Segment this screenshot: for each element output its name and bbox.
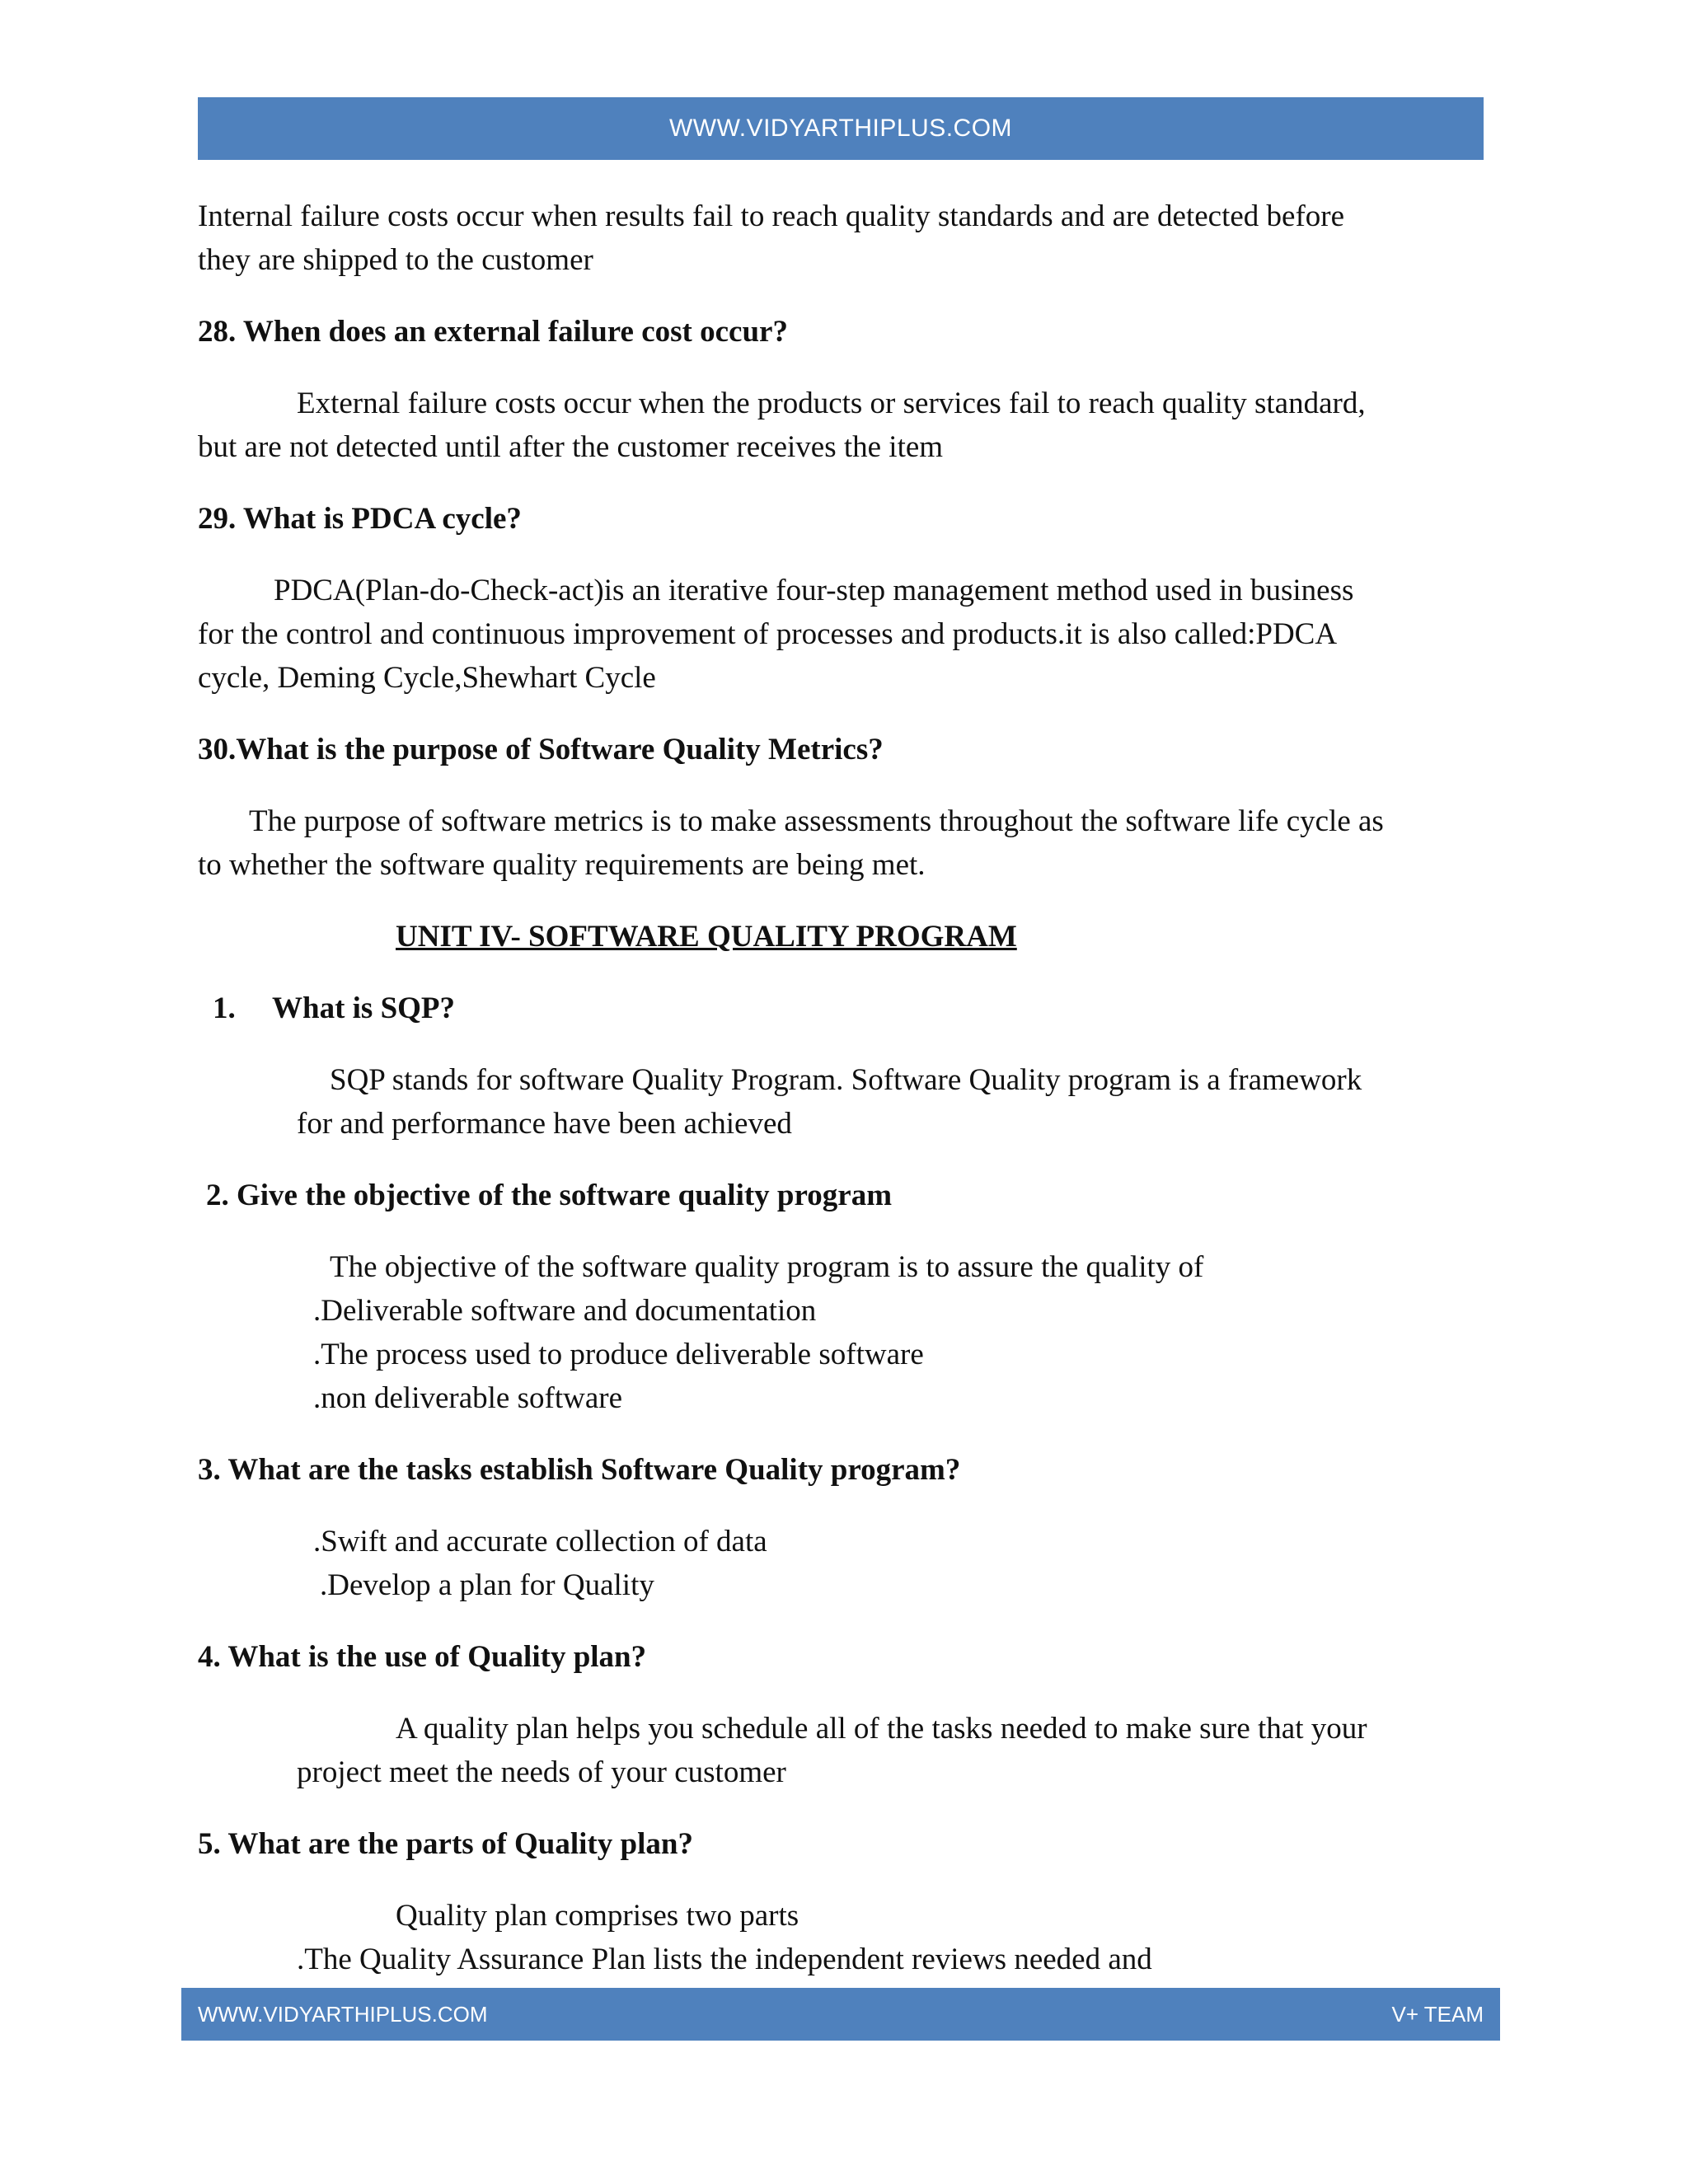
answer-28 <box>198 382 1492 469</box>
text-line: A quality plan helps you schedule all of the tasks needed to make sure that your <box>396 1712 1367 1746</box>
list-item: .Deliverable software and documentation <box>313 1294 817 1328</box>
list-item: .Swift and accurate collection of data <box>313 1525 767 1558</box>
text-line: The purpose of software metrics is to make assessments throughout the software life cycle as <box>249 804 1384 838</box>
text-line: Quality plan comprises two parts <box>396 1899 799 1933</box>
text-line: External failure costs occur when the products or services fail to reach quality standard, <box>297 387 1366 420</box>
list-item: .The process used to produce deliverable software <box>313 1338 924 1371</box>
question-30: 30.What is the purpose of Software Quality Metrics? <box>198 733 884 766</box>
text-line: PDCA(Plan-do-Check-act)is an iterative four-step management method used in business <box>274 574 1354 607</box>
question-text: What is SQP? <box>272 991 456 1025</box>
question-number: 1. <box>213 991 236 1025</box>
header-site-url: WWW.VIDYARTHIPLUS.COM <box>668 115 1013 142</box>
answer-30 <box>198 799 1492 887</box>
footer-team-label: V+ TEAM <box>1391 2001 1484 2027</box>
unit-question-1 <box>198 987 1492 1030</box>
question-28: 28. When does an external failure cost occur? <box>198 315 788 349</box>
text-line: SQP stands for software Quality Program. Software Quality program is a framework <box>330 1063 1362 1097</box>
unit-question-2: 2. Give the objective of the software quality program <box>206 1179 893 1212</box>
paragraph-internal-failure <box>198 194 1492 282</box>
unit-answer-1 <box>198 1058 1492 1146</box>
unit-question-5: 5. What are the parts of Quality plan? <box>198 1827 693 1861</box>
unit-question-4: 4. What is the use of Quality plan? <box>198 1640 647 1674</box>
list-item: .non deliverable software <box>313 1381 622 1415</box>
text-line: but are not detected until after the customer receives the item <box>198 430 944 464</box>
question-29: 29. What is PDCA cycle? <box>198 502 522 536</box>
text-line: Internal failure costs occur when results fail to reach quality standards and are detected before <box>198 199 1345 233</box>
footer-site-url: WWW.VIDYARTHIPLUS.COM <box>198 2001 488 2027</box>
unit-heading: UNIT IV- SOFTWARE QUALITY PROGRAM <box>396 920 1017 954</box>
list-item: .Develop a plan for Quality <box>320 1568 654 1602</box>
unit-answer-3 <box>198 1520 1492 1607</box>
answer-29 <box>198 569 1492 700</box>
unit-answer-5 <box>198 1894 1492 1981</box>
list-item: .The Quality Assurance Plan lists the independent reviews needed and <box>297 1943 1152 1976</box>
text-line: to whether the software quality requirements are being met. <box>198 848 926 882</box>
page-header-banner <box>198 97 1484 160</box>
text-line: for the control and continuous improvement of processes and products.it is also called:PDCA <box>198 617 1338 651</box>
unit-question-3: 3. What are the tasks establish Software Quality program? <box>198 1453 961 1487</box>
text-line: The objective of the software quality program is to assure the quality of <box>330 1250 1204 1284</box>
text-line: for and performance have been achieved <box>297 1107 792 1141</box>
page-footer-banner <box>181 1988 1500 2041</box>
unit-answer-4 <box>198 1707 1492 1794</box>
text-line: project meet the needs of your customer <box>297 1755 786 1789</box>
document-body <box>198 194 1492 2009</box>
text-line: cycle, Deming Cycle,Shewhart Cycle <box>198 661 656 695</box>
text-line: they are shipped to the customer <box>198 243 593 277</box>
unit-answer-2 <box>198 1245 1492 1420</box>
